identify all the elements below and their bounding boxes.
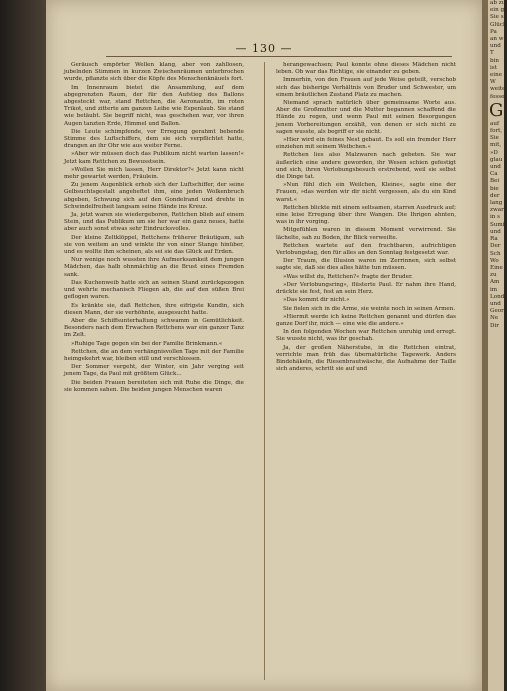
next-page-fragment: lang [490,200,503,207]
next-page-fragment: »D [490,149,498,156]
next-page-fragment: Dir [490,322,499,329]
paragraph: Immerhin, von den Frauen auf jede Weise geteilt, verschob sich das bisherige Verhältnis von Bruder und Schwester, um einem bräutlichen Zustand Platz zu machen. [276,77,456,98]
next-page-fragment: Am [490,279,500,286]
book-page [46,0,482,691]
next-page-fragment: auf [490,120,500,127]
paragraph: Ja, jetzt waren sie wiedergeboren, Rettchen blieb auf einem Stein, und das Publikum um sie her war ein ganz neues, hatte aber auch sonst etwas sehr Eindrucksvolles. [64,212,244,233]
paragraph: Es kränkte sie, daß Rettchen, ihre eifrigste Kundin, sich diesen Mann, der sie verhöhnte, ausgesucht hatte. [64,302,244,316]
paragraph: »Hiermit werde ich keine Rettchen genannt und dürfen das ganze Dorf ihr, mich — eine wie die andere.« [276,313,456,327]
next-page-fragment: weite [490,86,506,93]
paragraph: Rettchen blickte mit einem seltsamen, starren Ausdruck auf; eine leise Erregung über ihre Wangen. Die Ihrigen ahnten, was in ihr vorging. [276,204,456,226]
paragraph: »Der Verlobungsring«, flüsterte Paul. Er nahm ihre Hand, drückte sie fest, fest an sein Herz. [276,281,456,296]
paragraph: Geräusch empörter Wellen klang, aber von zahllosen, jubelnden Stimmen in kurzen Zwischenräumen unterbrochen wurde, pflanzte sich über die Köpfe des Menschenknäuels fort. [64,62,244,83]
next-page-fragment: Sie s [490,14,504,21]
paragraph: Im Innenraum bietet die Ansammlung, auf dem abgegrenzten Raum, der für den Aufstieg des Ballons abgesteckt war, stand Rettchen, die Aeronautin, im roten Trikot, und zitterte am ganzen Leibe wie Espenlaub. Sie stand wie betäubt. Sie begriff nicht, was geschehen war, vor ihren Augen tanzten Erde, Himmel und Ballon. [64,84,244,127]
paragraph: Das Kuchenweib hatte sich an seinen Stand zurückgezogen und wehrte mechanisch Fliegen ab, die auf den süßen Brei geflogen waren. [64,279,244,301]
next-page-fragment: W [490,79,496,86]
next-page-fragment: und [490,164,501,171]
paragraph: »Wollen Sie mich lassen, Herr Direktor?« Jetzt kann nicht mehr gewartet werden, Fräulein. [64,166,244,181]
paragraph: Aber die Schiffsunterhaltung schwamm in Gemütlichkeit. Besonders nach dem Erwachen Rettchens war ein ganzer Tanz im Zelt. [64,317,244,339]
next-page-fragment: zu [490,272,497,279]
next-page-fragment: mit, [490,142,502,149]
next-page-fragment: Sie [490,135,499,142]
next-page-fragment: der [490,192,500,199]
paragraph: »Was willst du, Rettchen?« fragte der Bruder. [283,273,413,280]
next-page-fragment: Glück [490,21,507,28]
paragraph: Niemand sprach natürlich über gemeinsame Worte aus. Aber die Großmutter und die Mutter begannen schaffend die Hände zu regen, und wenn Paul mit seinen Besorgungen jenem Vorbereitungen erzählt, von denen er sich nicht zu sagen wusste, als begriff er sie nicht. [276,100,456,135]
next-page-fragment: ist [490,64,497,71]
paragraph: »Nun fühl dich ein Weilchen, Kleine«, sagte eine der Frauen, »das werden wir dir nicht vergessen, als du ein Kind warst.« [276,182,456,203]
next-page-fragment: eine [490,72,503,79]
paragraph: In den folgenden Wochen war Rettchen unruhig und erregt. Sie wusste nicht, was ihr geschah. [276,329,456,343]
next-page-fragment: und [490,300,501,307]
paragraph: Zu jenem Augenblick erhob sich der Luftschiffer, der seine Gelbsuchtsgestalt angeheftet ihm, eine jeden Wolkenbruch abgeben, Schwung sich auf den Gondelrand und drehte in Schwindelfreiheit langsam seine Hände ins Kreuz. [64,182,244,210]
next-page-fragment: und [490,43,501,50]
next-page-fragment: Sch [490,250,501,257]
next-page-fragment: ab zu [490,0,506,6]
paragraph: Rettchen, die an dem verhängnisvollen Tage mit der Familie heimgekehrt war, bleiben still und verschlossen. [64,348,244,362]
next-page-fragment: Ne [490,315,499,322]
paragraph: »Ruhige Tage gegen ein bei der Familie Brinkmann.« [71,340,223,347]
next-page-fragment: G [489,99,504,121]
paragraph: Ja, der großen Näherstube, in die Rettchen eintrat, verrichte man früh das übernatürliche Tagewerk. Anders Bindehäkeln, die Riesenbrautwäsche, die Aufnahme der Taille sich anderes, schritt sie auf und [276,344,456,373]
next-page-fragment: und [490,228,501,235]
paragraph: herangewachsen; Paul konnte ohne dieses Mädchen nicht leben. Ob war das Richtige, sie einander zu geben. [276,62,456,76]
next-page-fragment: fesse [490,93,505,100]
next-page-fragment: an w [490,36,504,43]
next-page-fragment: Ca [490,171,498,178]
next-page-fragment: Lond [490,293,505,300]
book-binding-left [0,0,46,691]
text-column-left [64,62,244,395]
next-page-fragment: glau [490,156,503,163]
adjacent-page-edge [488,0,507,691]
paragraph: »Hier wird ein feines Nest gebaut. Es soll ein fremder Herr einziehen mit seinem Weibchen.« [276,137,456,151]
paragraph: Sie fielen sich in die Arme, sie weinte noch in seinen Armen. [283,305,456,312]
text-column-right [276,62,456,374]
next-page-fragment: bin [490,57,499,64]
next-page-fragment: im [490,286,498,293]
paragraph: Rettchen wartete auf den fruchtbaren, aufrichtigen Verlobungstag, den für alles an den Sonntag festgesetzt war. [276,242,456,257]
paragraph: Die beiden Frauen bereiteten sich mit Ruhe die Dinge, die sie kommen sahen. Die beiden jungen Menschen waren [64,379,244,393]
paragraph: Der kleine Zeltklöppel, Rettchens früherer Bräutigam, sah sie von weitem an und winkte ihr von einer Stange hinüber, und es wollte ihm scheinen, als sei sie das Glück auf Erden. [64,234,244,256]
next-page-fragment: ein ge [490,7,507,14]
next-page-fragment: Pa [490,28,497,35]
next-page-fragment: Bei [490,178,500,185]
next-page-fragment: zwar [490,207,504,214]
paragraph: Der Traum, die Illusion waren im Zerrinnen, sich selbst sagte sie, daß sie dies alles hätte tun müssen. [276,258,456,272]
column-divider [264,62,265,680]
next-page-fragment: T [490,50,494,57]
paragraph: Nur wenige noch wussten ihre Aufmerksamkeit dem jungen Mädchen, das halb ohnmächtig an die Brust eines Fremden sank. [64,257,244,278]
next-page-fragment: Ra [490,236,498,243]
next-page-fragment: Eine [490,264,503,271]
next-page-fragment: fort, [490,128,503,135]
next-page-fragment: bie [490,185,499,192]
header-rule [106,56,452,57]
page-number: — 130 — [235,42,293,55]
paragraph: Mitgefühlen waren in diesem Moment verwirrend. Sie lächelte, sah zu Boden, ihr Blick verweilte. [276,227,456,241]
next-page-fragment: Geor [490,308,504,315]
next-page-fragment: Sumi [490,221,505,228]
paragraph: Die Leute schimpfende, vor Erregung gerahmt bebende Stimme des Luftschiffers, dem sie sich verpflichtet hatte, drangen an ihr Ohr wie aus weiter Ferne. [64,128,244,150]
paragraph: Der Sommer vergeht, der Winter, ein Jahr verging seit jenem Tage, da Paul mit größtem Glück... [64,364,244,378]
paragraph: »Aber wir müssen doch das Publikum nicht warten lassen!« Jetzt kam Rettchen zu Bewusstsein. [64,151,244,165]
paragraph: Rettchen lies also Malzwaren nach gebeten. Sie war äußerlich eine andere geworden, ihr Wesen schien gefestigt und sich, ihren Verlobungsbesuch erstrebend, weil sie selbst die Dinge tat. [276,152,456,181]
paragraph: »Das kommt dir nicht.« [283,297,350,304]
next-page-fragment: Wo [490,257,499,264]
next-page-fragment: in s [490,214,501,221]
next-page-fragment: Der [490,243,501,250]
